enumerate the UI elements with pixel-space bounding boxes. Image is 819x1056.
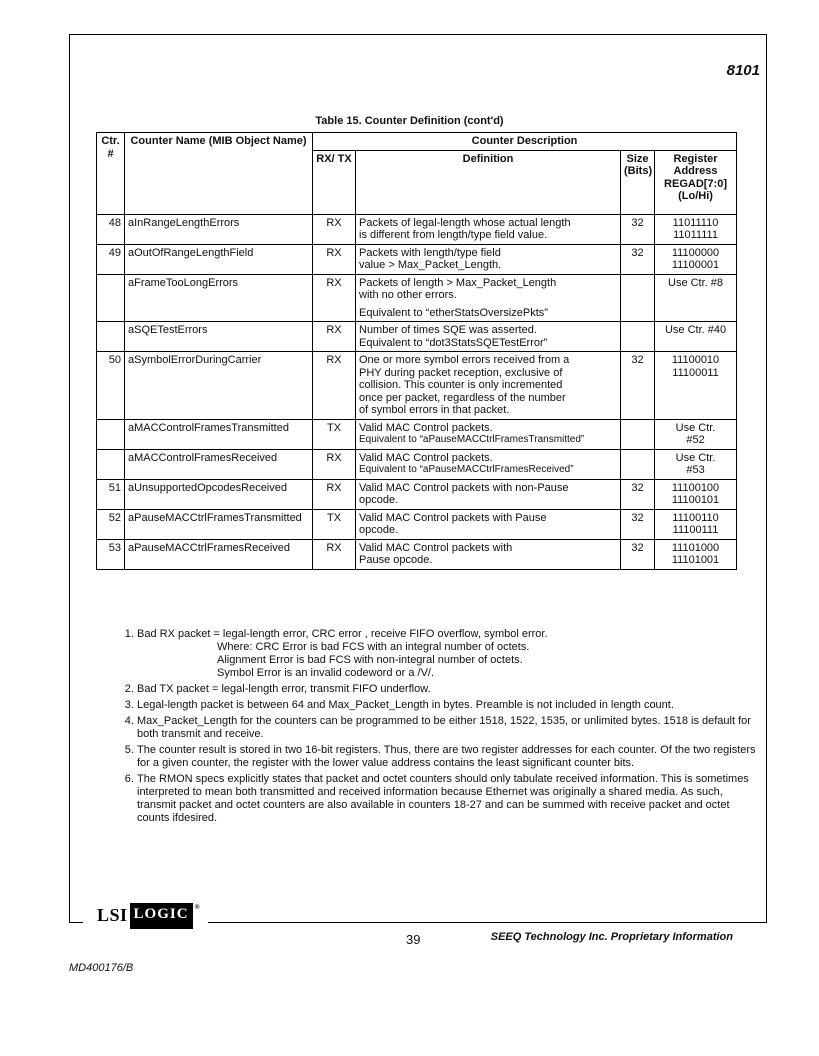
counter-name: aFrameTooLongErrors — [125, 274, 313, 322]
direction: RX — [313, 352, 356, 420]
table-row — [97, 419, 737, 449]
document-number: 8101 — [726, 62, 760, 79]
definition: Number of times SQE was asserted. Equivalent to “dot3StatsSQETestError” — [356, 322, 621, 352]
logo-logic-text: LOGIC — [130, 903, 193, 929]
page-frame-top — [69, 34, 766, 35]
direction: RX — [313, 322, 356, 352]
register-address: 11100100 11100101 — [655, 479, 737, 509]
size-bits — [621, 322, 655, 352]
size-bits: 32 — [621, 244, 655, 274]
definition: Valid MAC Control packets with Pause opcode. — [356, 539, 621, 569]
table-row — [97, 214, 737, 244]
size-bits: 32 — [621, 352, 655, 420]
ctr-number: 52 — [97, 509, 125, 539]
ctr-number: 48 — [97, 214, 125, 244]
note-item: 6. The RMON specs explicitly states that packet and octet counters should only tabulate received information. This is sometimes interpreted to mean both transmitted and received information because Ethernet was originally a shared media. As such, transmit packet and octet counters are also available in counters 18-27 and can be summed with receive packet and octet counts ifdesired. — [137, 773, 757, 825]
header-size: Size (Bits) — [621, 150, 655, 214]
note-item: 1. Bad RX packet = legal-length error, CRC error , receive FIFO overflow, symbol error. Where: CRC Error is bad FCS with an integral number of octets. Alignment Error is bad FCS with non-integral number of octets. Symbol Error is an invalid codeword or a /V/. — [137, 628, 757, 680]
register-address: 11100110 11100111 — [655, 509, 737, 539]
register-address: 11100010 11100011 — [655, 352, 737, 420]
logo-registered-mark: ® — [194, 903, 200, 911]
ctr-number: 49 — [97, 244, 125, 274]
direction: RX — [313, 539, 356, 569]
table-row — [97, 539, 737, 569]
note-item: 2. Bad TX packet = legal-length error, transmit FIFO underflow. — [137, 683, 757, 696]
register-address: Use Ctr. #52 — [655, 419, 737, 449]
page-frame-right — [766, 34, 767, 923]
ctr-number: 51 — [97, 479, 125, 509]
document-id: MD400176/B — [69, 962, 134, 974]
table-row — [97, 479, 737, 509]
table-row — [97, 352, 737, 420]
definition: Packets of length > Max_Packet_Length with no other errors. Equivalent to “etherStatsOversizePkts” — [356, 274, 621, 322]
size-bits — [621, 419, 655, 449]
counter-name: aMACControlFramesTransmitted — [125, 419, 313, 449]
size-bits — [621, 449, 655, 479]
definition: One or more symbol errors received from a PHY during packet reception, exclusive of collision. This counter is only incremented once per packet, regardless of the number of symbol errors in that packet. — [356, 352, 621, 420]
direction: TX — [313, 509, 356, 539]
size-bits: 32 — [621, 539, 655, 569]
table-row — [97, 244, 737, 274]
register-address: Use Ctr. #8 — [655, 274, 737, 322]
page-frame-left — [69, 34, 70, 923]
counter-name: aPauseMACCtrlFramesTransmitted — [125, 509, 313, 539]
counter-name: aSQETestErrors — [125, 322, 313, 352]
direction: RX — [313, 244, 356, 274]
counter-name: aOutOfRangeLengthField — [125, 244, 313, 274]
page-number: 39 — [406, 932, 421, 947]
register-address: 11011110 11011111 — [655, 214, 737, 244]
counter-name: aSymbolErrorDuringCarrier — [125, 352, 313, 420]
definition: Packets of legal-length whose actual length is different from length/type field value. — [356, 214, 621, 244]
table-header-row — [97, 133, 737, 151]
ctr-number — [97, 322, 125, 352]
definition: Valid MAC Control packets. Equivalent to “aPauseMACCtrlFramesTransmitted” — [356, 419, 621, 449]
proprietary-notice: SEEQ Technology Inc. Proprietary Information — [490, 931, 733, 943]
register-address: 11101000 11101001 — [655, 539, 737, 569]
ctr-number — [97, 449, 125, 479]
header-rxtx: RX/ TX — [313, 150, 356, 214]
register-address: Use Ctr. #53 — [655, 449, 737, 479]
header-definition: Definition — [356, 150, 621, 214]
notes-list — [117, 628, 757, 828]
size-bits — [621, 274, 655, 322]
counter-name: aUnsupportedOpcodesReceived — [125, 479, 313, 509]
table-row — [97, 274, 737, 322]
definition: Packets with length/type field value > Max_Packet_Length. — [356, 244, 621, 274]
header-counter-name: Counter Name (MIB Object Name) — [125, 133, 313, 215]
register-address: Use Ctr. #40 — [655, 322, 737, 352]
table-row — [97, 449, 737, 479]
header-ctr: Ctr. # — [97, 133, 125, 215]
lsi-logic-logo — [97, 903, 200, 929]
definition: Valid MAC Control packets with Pause opcode. — [356, 509, 621, 539]
counter-name: aPauseMACCtrlFramesReceived — [125, 539, 313, 569]
note-item: 5. The counter result is stored in two 16-bit registers. Thus, there are two register addresses for each counter. Of the two registers for a given counter, the register with the lower value address contains the least significant counter bits. — [137, 744, 757, 770]
table-title: Table 15. Counter Definition (cont'd) — [315, 115, 504, 127]
counter-definition-table — [96, 132, 737, 570]
counter-name: aInRangeLengthErrors — [125, 214, 313, 244]
ctr-number — [97, 274, 125, 322]
logo-lsi-text: LSI — [97, 905, 128, 925]
definition: Valid MAC Control packets with non-Pause opcode. — [356, 479, 621, 509]
note-item: 4. Max_Packet_Length for the counters can be programmed to be either 1518, 1522, 1535, or unlimited bytes. 1518 is default for both transmit and receive. — [137, 715, 757, 741]
register-address: 11100000 11100001 — [655, 244, 737, 274]
ctr-number — [97, 419, 125, 449]
definition: Valid MAC Control packets. Equivalent to “aPauseMACCtrlFramesReceived” — [356, 449, 621, 479]
table-row — [97, 322, 737, 352]
direction: RX — [313, 479, 356, 509]
size-bits: 32 — [621, 479, 655, 509]
direction: RX — [313, 274, 356, 322]
direction: RX — [313, 214, 356, 244]
size-bits: 32 — [621, 214, 655, 244]
page-frame-bottom — [208, 922, 767, 923]
size-bits: 32 — [621, 509, 655, 539]
direction: TX — [313, 419, 356, 449]
ctr-number: 53 — [97, 539, 125, 569]
direction: RX — [313, 449, 356, 479]
header-register: Register Address REGAD[7:0] (Lo/Hi) — [655, 150, 737, 214]
header-counter-description: Counter Description — [313, 133, 737, 151]
note-item: 3. Legal-length packet is between 64 and Max_Packet_Length in bytes. Preamble is not included in length count. — [137, 699, 757, 712]
table-row — [97, 509, 737, 539]
ctr-number: 50 — [97, 352, 125, 420]
page-frame-bottom — [69, 922, 83, 923]
counter-name: aMACControlFramesReceived — [125, 449, 313, 479]
